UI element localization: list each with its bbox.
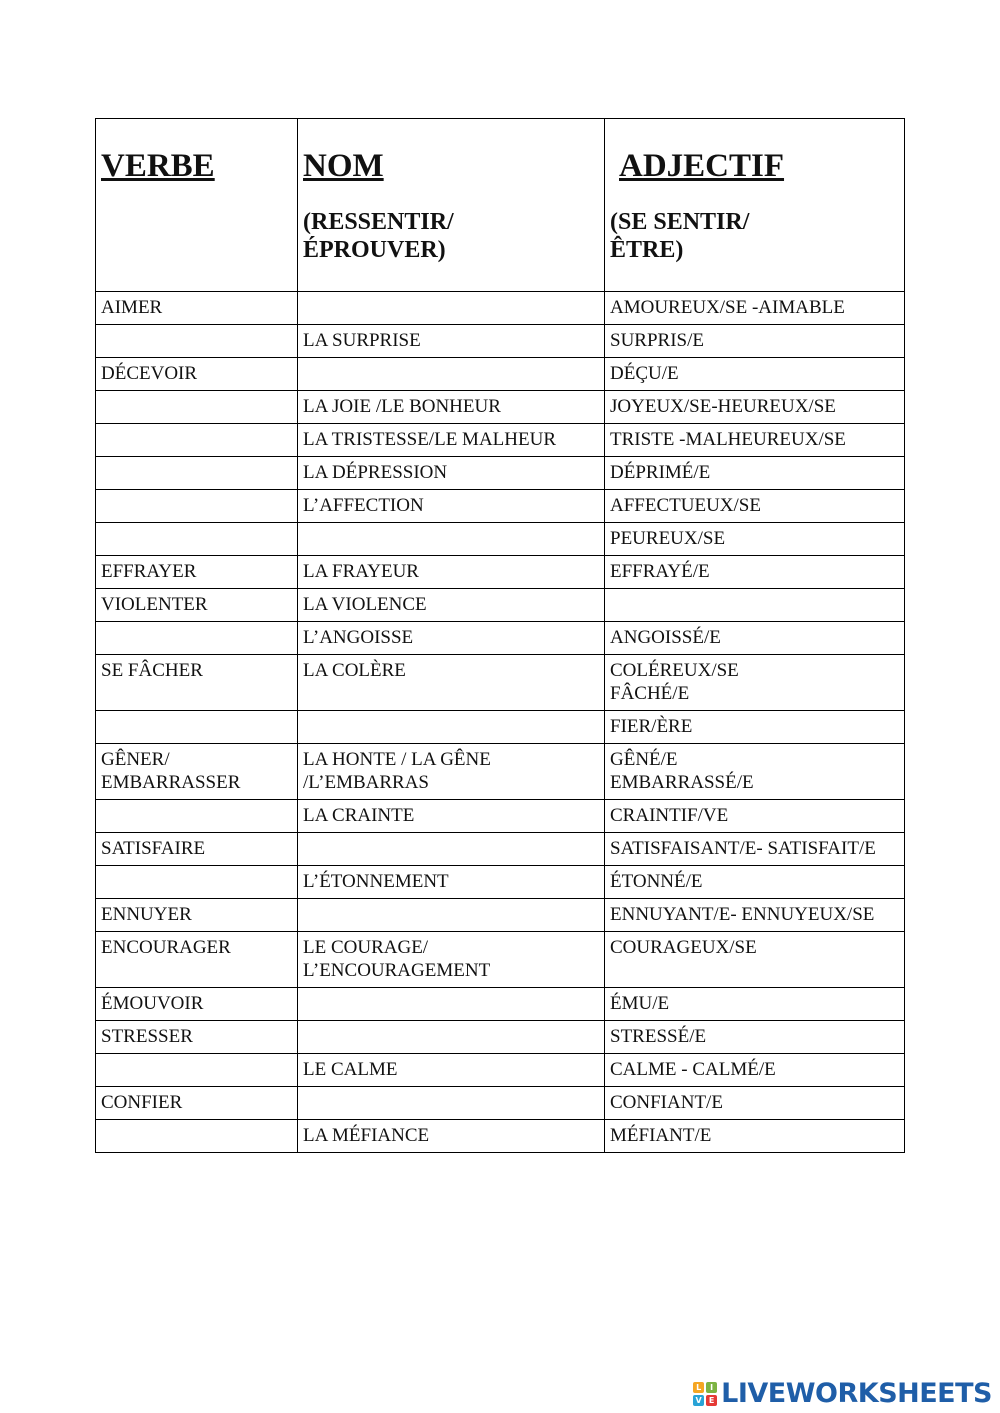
cell-verbe <box>96 391 298 424</box>
cell-verbe <box>96 800 298 833</box>
table-row <box>96 292 905 325</box>
cell-nom: LA FRAYEUR <box>298 556 605 589</box>
cell-verbe <box>96 424 298 457</box>
cell-nom: LA HONTE / LA GÊNE /L’EMBARRAS <box>298 744 605 800</box>
table-row <box>96 744 905 800</box>
header-verbe <box>96 119 298 292</box>
table-row <box>96 391 905 424</box>
header-nom-title: NOM <box>303 148 384 184</box>
cell-adjectif: DÉÇU/E <box>605 358 905 391</box>
table-row <box>96 490 905 523</box>
cell-verbe <box>96 711 298 744</box>
cell-adjectif: STRESSÉ/E <box>605 1021 905 1054</box>
cell-nom: LA SURPRISE <box>298 325 605 358</box>
table-row <box>96 556 905 589</box>
cell-adjectif: SATISFAISANT/E- SATISFAIT/E <box>605 833 905 866</box>
cell-adjectif: COURAGEUX/SE <box>605 932 905 988</box>
header-adjectif-subtitle: (SE SENTIR/ ÊTRE) <box>610 209 750 263</box>
table-row <box>96 655 905 711</box>
cell-verbe: ÉMOUVOIR <box>96 988 298 1021</box>
cell-nom: L’ANGOISSE <box>298 622 605 655</box>
table-row <box>96 899 905 932</box>
table-row <box>96 800 905 833</box>
cell-verbe: AIMER <box>96 292 298 325</box>
cell-verbe: ENCOURAGER <box>96 932 298 988</box>
cell-verbe <box>96 325 298 358</box>
table-row <box>96 833 905 866</box>
table-row <box>96 711 905 744</box>
table-row <box>96 988 905 1021</box>
cell-verbe: DÉCEVOIR <box>96 358 298 391</box>
logo-letter: V <box>693 1395 704 1406</box>
table-row <box>96 1087 905 1120</box>
table-row <box>96 1021 905 1054</box>
cell-verbe <box>96 457 298 490</box>
table-row <box>96 589 905 622</box>
table-row <box>96 932 905 988</box>
cell-adjectif: TRISTE -MALHEUREUX/SE <box>605 424 905 457</box>
cell-adjectif: CONFIANT/E <box>605 1087 905 1120</box>
header-verbe-title: VERBE <box>101 148 215 184</box>
cell-adjectif: SURPRIS/E <box>605 325 905 358</box>
cell-verbe <box>96 1120 298 1153</box>
cell-nom: LA TRISTESSE/LE MALHEUR <box>298 424 605 457</box>
cell-adjectif: PEUREUX/SE <box>605 523 905 556</box>
header-adjectif-title: ADJECTIF <box>619 148 785 184</box>
cell-verbe <box>96 866 298 899</box>
cell-nom <box>298 358 605 391</box>
cell-verbe: GÊNER/ EMBARRASSER <box>96 744 298 800</box>
cell-adjectif: GÊNÉ/E EMBARRASSÉ/E <box>605 744 905 800</box>
cell-nom <box>298 1087 605 1120</box>
cell-adjectif: ÉMU/E <box>605 988 905 1021</box>
cell-nom: LA MÉFIANCE <box>298 1120 605 1153</box>
vocabulary-table <box>95 118 905 1153</box>
cell-nom: LE CALME <box>298 1054 605 1087</box>
cell-verbe <box>96 490 298 523</box>
brand-text: LIVEWORKSHEETS <box>721 1378 992 1409</box>
header-adjectif <box>605 119 905 292</box>
cell-adjectif: COLÉREUX/SE FÂCHÉ/E <box>605 655 905 711</box>
cell-adjectif: ENNUYANT/E- ENNUYEUX/SE <box>605 899 905 932</box>
cell-nom <box>298 711 605 744</box>
table-row <box>96 866 905 899</box>
table-body <box>96 292 905 1153</box>
logo-letter: L <box>693 1382 704 1393</box>
cell-verbe: SE FÂCHER <box>96 655 298 711</box>
cell-adjectif: EFFRAYÉ/E <box>605 556 905 589</box>
cell-verbe: CONFIER <box>96 1087 298 1120</box>
liveworksheets-brand <box>693 1378 992 1409</box>
liveworksheets-logo-icon <box>693 1382 717 1406</box>
cell-nom: LA VIOLENCE <box>298 589 605 622</box>
cell-adjectif: AFFECTUEUX/SE <box>605 490 905 523</box>
cell-adjectif: ÉTONNÉ/E <box>605 866 905 899</box>
cell-verbe: STRESSER <box>96 1021 298 1054</box>
cell-nom: L’ÉTONNEMENT <box>298 866 605 899</box>
table-row <box>96 358 905 391</box>
cell-verbe: ENNUYER <box>96 899 298 932</box>
cell-adjectif: CALME - CALMÉ/E <box>605 1054 905 1087</box>
cell-verbe: VIOLENTER <box>96 589 298 622</box>
cell-adjectif: FIER/ÈRE <box>605 711 905 744</box>
cell-adjectif: ANGOISSÉ/E <box>605 622 905 655</box>
cell-nom: LA DÉPRESSION <box>298 457 605 490</box>
cell-adjectif: JOYEUX/SE-HEUREUX/SE <box>605 391 905 424</box>
table-row <box>96 1120 905 1153</box>
cell-nom <box>298 523 605 556</box>
cell-nom <box>298 988 605 1021</box>
cell-verbe <box>96 622 298 655</box>
table-row <box>96 622 905 655</box>
logo-letter: I <box>706 1382 717 1393</box>
table-row <box>96 325 905 358</box>
cell-adjectif: DÉPRIMÉ/E <box>605 457 905 490</box>
header-row <box>96 119 905 292</box>
table-row <box>96 1054 905 1087</box>
cell-nom <box>298 1021 605 1054</box>
cell-nom <box>298 833 605 866</box>
cell-nom: LE COURAGE/ L’ENCOURAGEMENT <box>298 932 605 988</box>
cell-nom: LA COLÈRE <box>298 655 605 711</box>
cell-adjectif <box>605 589 905 622</box>
cell-verbe: SATISFAIRE <box>96 833 298 866</box>
cell-adjectif: AMOUREUX/SE -AIMABLE <box>605 292 905 325</box>
table-row <box>96 457 905 490</box>
logo-letter: E <box>706 1395 717 1406</box>
header-nom <box>298 119 605 292</box>
header-nom-subtitle: (RESSENTIR/ ÉPROUVER) <box>303 209 454 263</box>
cell-nom: L’AFFECTION <box>298 490 605 523</box>
cell-verbe: EFFRAYER <box>96 556 298 589</box>
cell-adjectif: CRAINTIF/VE <box>605 800 905 833</box>
cell-adjectif: MÉFIANT/E <box>605 1120 905 1153</box>
cell-nom: LA CRAINTE <box>298 800 605 833</box>
cell-nom <box>298 292 605 325</box>
cell-nom: LA JOIE /LE BONHEUR <box>298 391 605 424</box>
cell-nom <box>298 899 605 932</box>
table-row <box>96 523 905 556</box>
cell-verbe <box>96 523 298 556</box>
cell-verbe <box>96 1054 298 1087</box>
table-row <box>96 424 905 457</box>
